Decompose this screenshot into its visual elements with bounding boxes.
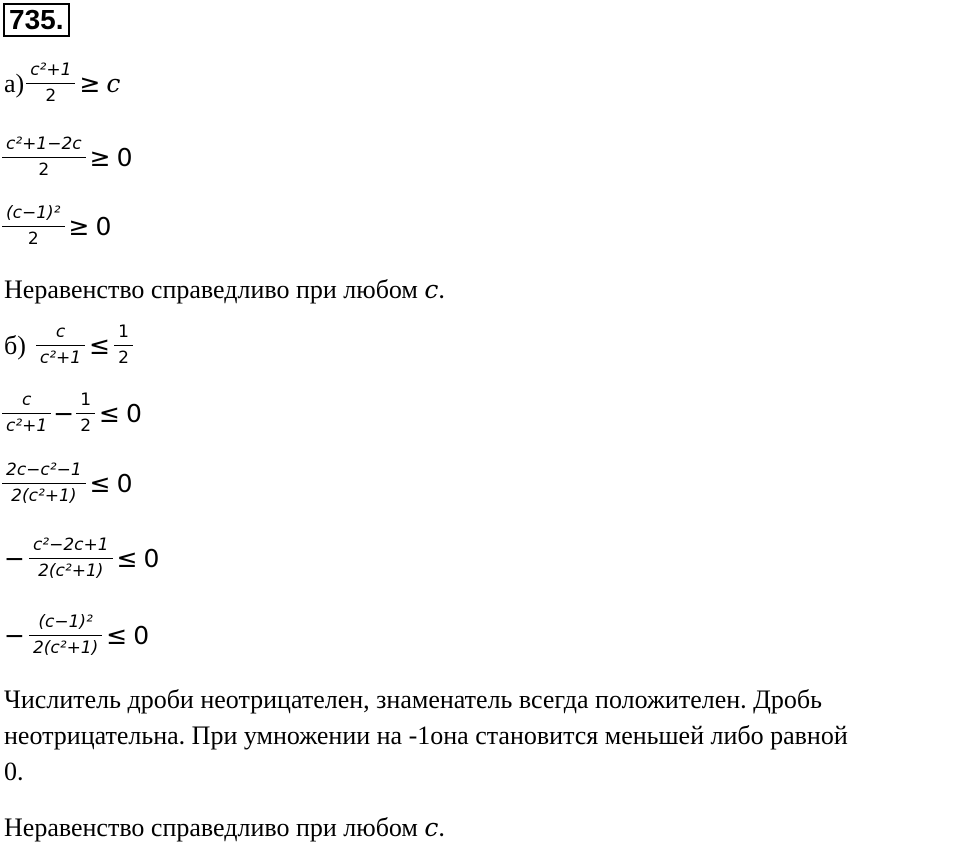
denominator: c²+1: [36, 345, 85, 369]
numerator: c²+1: [30, 60, 72, 80]
part-a-label: а): [4, 68, 25, 98]
relation-sign: ≥: [89, 143, 111, 172]
part-b-explanation: [4, 682, 848, 790]
relation-sign: ≥: [79, 69, 101, 98]
numerator: 2c−c²−1: [6, 460, 82, 480]
denominator: c²+1: [2, 413, 51, 437]
fraction: [28, 60, 73, 107]
denominator: 2: [114, 345, 133, 369]
minus-sign: −: [53, 399, 75, 428]
explanation-line: 0.: [4, 757, 24, 786]
conclusion-period: .: [438, 813, 445, 842]
denominator: 2(c²+1): [2, 483, 86, 507]
part-b-step5: [4, 612, 149, 659]
explanation-line: неотрицательна. При умножении на -1она становится меньшей либо равной: [4, 721, 848, 750]
relation-sign: ≤: [89, 469, 111, 498]
conclusion-variable: c: [424, 813, 439, 842]
denominator: 2: [2, 226, 65, 250]
rhs: 0: [133, 621, 150, 650]
denominator: 2: [2, 157, 86, 181]
rhs-fraction: [116, 322, 131, 369]
numerator: c: [55, 322, 66, 342]
fraction: [4, 134, 84, 181]
part-b-step4: [4, 535, 159, 582]
conclusion-text: Неравенство справедливо при любом: [4, 275, 418, 304]
denominator: 2(c²+1): [29, 635, 102, 659]
part-b-label: б): [4, 330, 26, 360]
part-b-step1: [4, 322, 131, 369]
relation-sign: ≥: [68, 212, 90, 241]
fraction: [4, 460, 84, 507]
fraction: [38, 322, 83, 369]
part-b-step2: [4, 390, 142, 437]
part-a-step1: [4, 60, 120, 107]
rhs: 0: [143, 544, 160, 573]
problem-number: 735.: [3, 3, 70, 37]
part-b-step3: [4, 460, 133, 507]
numerator: c²+1−2c: [6, 134, 82, 154]
numerator: c²−2c+1: [32, 535, 109, 555]
numerator: (c−1)²: [6, 203, 61, 223]
numerator: c: [21, 390, 32, 410]
minus-sign: −: [4, 621, 25, 650]
relation-sign: ≤: [116, 544, 138, 573]
relation-sign: ≤: [106, 621, 128, 650]
part-a-step2: [4, 134, 133, 181]
part-a-conclusion: [4, 272, 445, 308]
conclusion-text: Неравенство справедливо при любом: [4, 813, 418, 842]
part-b-conclusion: [4, 810, 445, 846]
fraction: [4, 390, 49, 437]
fraction: [31, 612, 100, 659]
rhs: 0: [125, 399, 142, 428]
part-a-step3: [4, 203, 111, 250]
denominator: 2: [76, 413, 95, 437]
fraction: [31, 535, 111, 582]
conclusion-variable: c: [424, 275, 439, 304]
minus-sign: −: [4, 544, 25, 573]
fraction: [4, 203, 63, 250]
relation-sign: ≤: [89, 331, 111, 360]
rhs: 0: [95, 212, 112, 241]
conclusion-period: .: [438, 275, 445, 304]
fraction: [78, 390, 93, 437]
numerator: (c−1)²: [38, 612, 93, 632]
denominator: 2: [26, 83, 75, 107]
rhs: 0: [116, 143, 133, 172]
rhs: 0: [116, 469, 133, 498]
numerator: 1: [118, 322, 129, 342]
explanation-line: Числитель дроби неотрицателен, знаменатель всегда положителен. Дробь: [4, 685, 822, 714]
rhs: c: [106, 69, 121, 98]
numerator: 1: [80, 390, 92, 410]
denominator: 2(c²+1): [29, 558, 113, 582]
relation-sign: ≤: [99, 399, 120, 428]
